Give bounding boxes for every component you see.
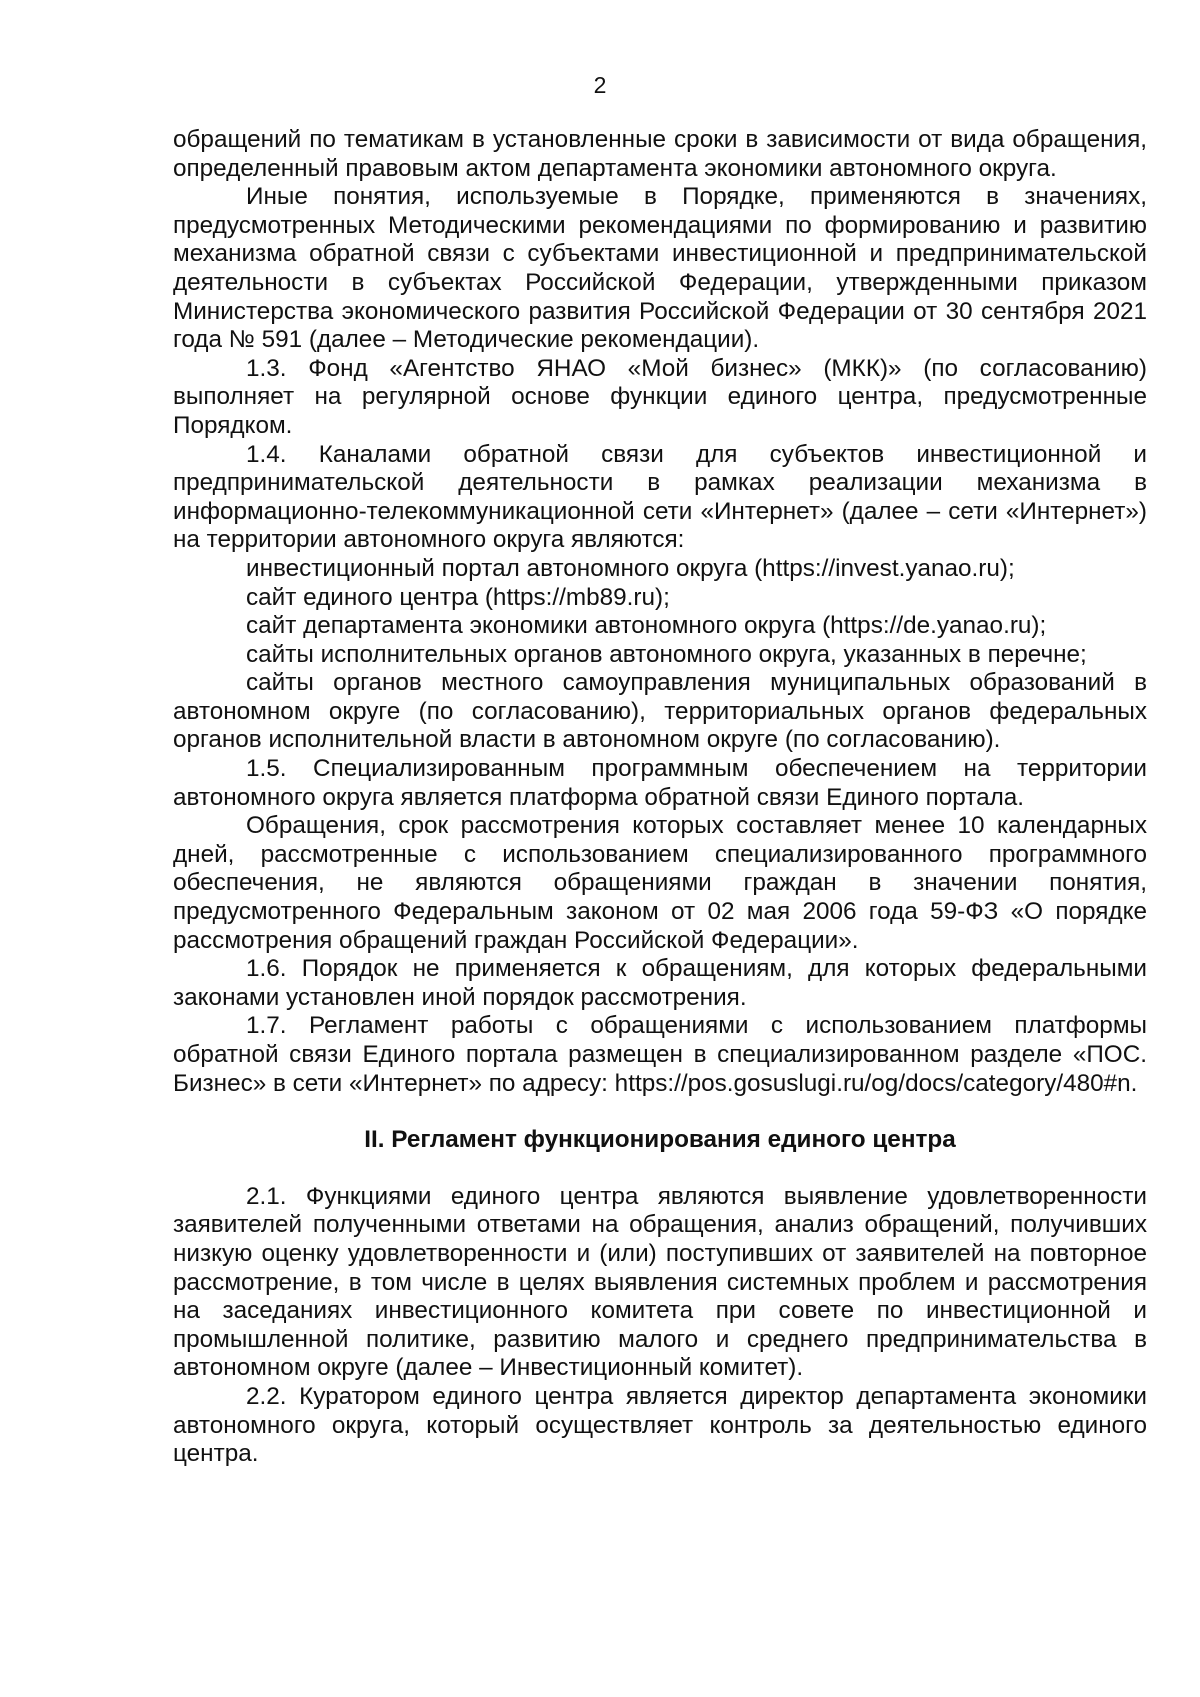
paragraph-1-7: 1.7. Регламент работы с обращениями с использованием платформы обратной связи Единого портала размещен в специализированном разделе «ПОС. Бизнес» в сети «Интернет» по адресу: https://pos.gosuslugi.ru/og/docs/category/480#n. bbox=[173, 1012, 1147, 1097]
paragraph-1-6: 1.6. Порядок не применяется к обращениям, для которых федеральными законами установлен иной порядок рассмотрения. bbox=[173, 955, 1147, 1011]
document-body bbox=[173, 126, 1147, 1469]
paragraph-1-3: 1.3. Фонд «Агентство ЯНАО «Мой бизнес» (МКК)» (по согласованию) выполняет на регулярной основе функции единого центра, предусмотренные Порядком. bbox=[173, 354, 1147, 439]
list-item-economy-dept-site: сайт департамента экономики автономного округа (https://de.yanao.ru); bbox=[246, 612, 1047, 640]
list-item-local-government-sites: сайты органов местного самоуправления муниципальных образований в автономном округе (по согласованию), территориальных органов федеральных органов исполнительной власти в автономном округе (по согласованию). bbox=[173, 669, 1147, 754]
section-heading: II. Регламент функционирования единого центра bbox=[364, 1126, 956, 1154]
list-item-invest-portal: инвестиционный портал автономного округа (https://invest.yanao.ru); bbox=[246, 554, 1015, 582]
list-item-center-site: сайт единого центра (https://mb89.ru); bbox=[246, 583, 670, 611]
paragraph-appeals-deadline: Обращения, срок рассмотрения которых составляет менее 10 календарных дней, рассмотренные с использованием специализированного программного обеспечения, не являются обращениями граждан в значении понятия, предусмотренного Федеральным законом от 02 мая 2006 года 59-ФЗ «О порядке рассмотрения обращений граждан Российской Федерации». bbox=[173, 812, 1147, 954]
paragraph-1-5: 1.5. Специализированным программным обеспечением на территории автономного округа является платформа обратной связи Единого портала. bbox=[173, 755, 1147, 811]
paragraph-2-1: 2.1. Функциями единого центра являются выявление удовлетворенности заявителей полученными ответами на обращения, анализ обращений, получивших низкую оценку удовлетворенности и (или) поступивших от заявителей на повторное рассмотрение, в том числе в целях выявления системных проблем и рассмотрения на заседаниях инвестиционного комитета при совете по инвестиционной и промышленной политике, развитию малого и среднего предпринимательства в автономном округе (далее – Инвестиционный комитет). bbox=[173, 1182, 1147, 1382]
paragraph-continuation: обращений по тематикам в установленные сроки в зависимости от вида обращения, определенный правовым актом департамента экономики автономного округа. bbox=[173, 126, 1147, 182]
paragraph-other-concepts: Иные понятия, используемые в Порядке, применяются в значениях, предусмотренных Методическими рекомендациями по формированию и развитию механизма обратной связи с субъектами инвестиционной и предпринимательской деятельности в субъектах Российской Федерации, утвержденными приказом Министерства экономического развития Российской Федерации от 30 сентября 2021 года № 591 (далее – Методические рекомендации). bbox=[173, 183, 1147, 354]
paragraph-1-4: 1.4. Каналами обратной связи для субъектов инвестиционной и предпринимательской деятельности в рамках реализации механизма в информационно-телекоммуникационной сети «Интернет» (далее – сети «Интернет») на территории автономного округа являются: bbox=[173, 440, 1147, 554]
list-item-executive-bodies-sites: сайты исполнительных органов автономного округа, указанных в перечне; bbox=[246, 640, 1087, 668]
paragraph-2-2: 2.2. Куратором единого центра является директор департамента экономики автономного округа, который осуществляет контроль за деятельностью единого центра. bbox=[173, 1382, 1147, 1468]
page-number: 2 bbox=[593, 72, 607, 98]
